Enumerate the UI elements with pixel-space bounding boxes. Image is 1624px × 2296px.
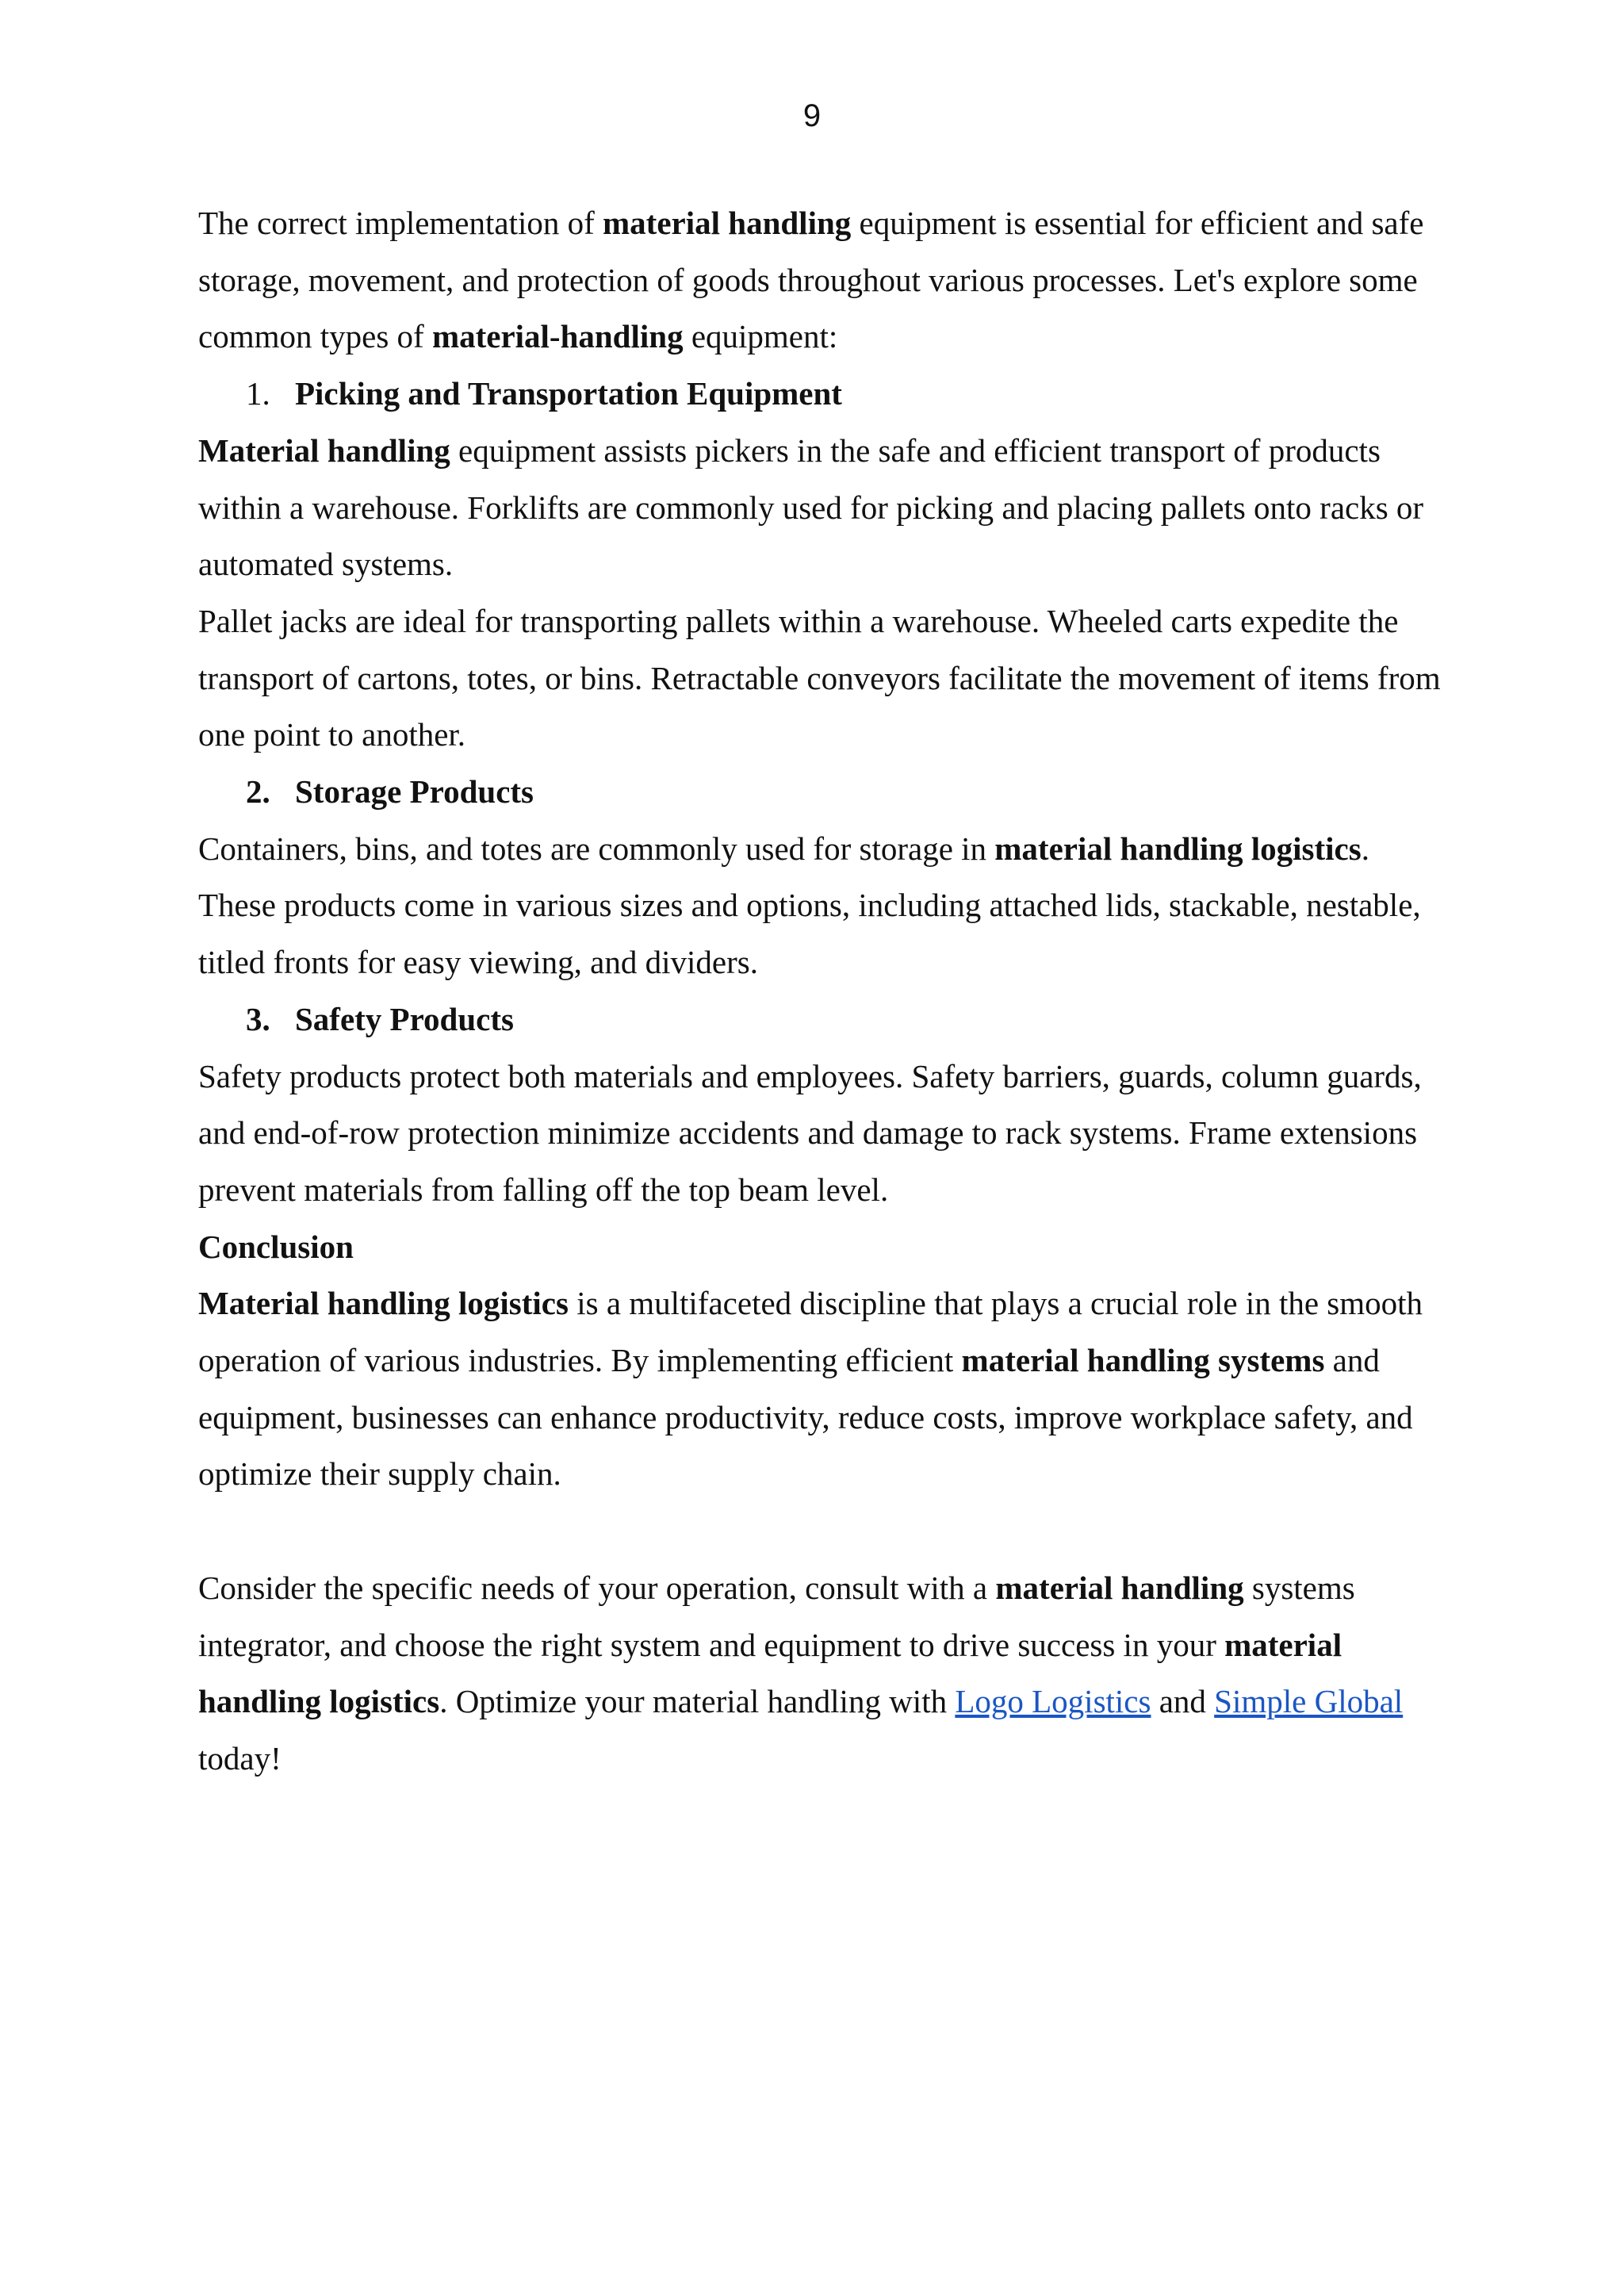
simple-global-link[interactable]: Simple Global — [1214, 1683, 1404, 1720]
bold-term: material handling logistics — [198, 1626, 1342, 1720]
storage-paragraph — [198, 821, 1443, 991]
text-run: equipment assists pickers in the safe and efficient transport of products within a warehouse. Forklifts are commonly used for picking and placing pallets onto racks or automated systems. — [198, 431, 1424, 583]
logo-logistics-link[interactable]: Logo Logistics — [955, 1683, 1151, 1720]
bold-term: Material handling logistics — [198, 1285, 569, 1322]
document-body — [198, 195, 1443, 1788]
conclusion-paragraph — [198, 1275, 1443, 1503]
text-run: is a multifaceted discipline that plays a crucial role in the smooth operation of various industries. By implementing efficient — [198, 1285, 1423, 1379]
text-run: today! — [198, 1739, 282, 1777]
page-number: 9 — [802, 98, 822, 133]
text-run: Containers, bins, and totes are commonly used for storage in — [198, 830, 995, 867]
list-number: 2. — [246, 773, 270, 811]
list-number: 1. — [246, 375, 270, 412]
list-item-safety — [198, 991, 1443, 1048]
safety-paragraph: Safety products protect both materials and employees. Safety barriers, guards, column guards, and end-of-row protection minimize accidents and damage to rack systems. Frame extensions prevent materials from falling off the top beam level. — [198, 1057, 1422, 1208]
list-heading: Storage Products — [295, 773, 534, 811]
text-run: and equipment, businesses can enhance productivity, reduce costs, improve workplace safety, and optimize their supply chain. — [198, 1342, 1413, 1493]
text-run: . These products come in various sizes and options, including attached lids, stackable, nestable, titled fronts for easy viewing, and dividers. — [198, 830, 1421, 981]
blank-line — [198, 1503, 1443, 1560]
list-heading: Safety Products — [295, 1000, 514, 1037]
closing-paragraph — [198, 1560, 1443, 1788]
bold-term: material handling systems — [961, 1342, 1325, 1379]
bold-term: material-handling — [431, 318, 684, 355]
text-run: Consider the specific needs of your operation, consult with a — [198, 1569, 996, 1606]
heading-text: Conclusion — [198, 1228, 354, 1265]
list-number: 3. — [246, 1000, 270, 1037]
text-run: The correct implementation of — [198, 205, 603, 241]
list-heading: Picking and Transportation Equipment — [295, 375, 842, 412]
text-run: equipment: — [683, 318, 838, 355]
bold-term: Material handling — [198, 431, 450, 469]
intro-paragraph — [198, 195, 1443, 366]
bold-term: material handling — [995, 1569, 1244, 1606]
picking-paragraph-2: Pallet jacks are ideal for transporting pallets within a warehouse. Wheeled carts expedite the transport of cartons, totes, or bins. Retractable conveyors facilitate the movement of items from one point to another. — [198, 602, 1441, 753]
list-item-storage — [198, 764, 1443, 821]
bold-term: material handling — [603, 205, 852, 241]
text-run: and — [1151, 1683, 1215, 1720]
list-item-picking — [198, 366, 1443, 423]
text-run: equipment is essential for efficient and safe storage, movement, and protection of goods throughout various processes. Let's explore some common types of — [198, 205, 1424, 355]
conclusion-heading — [198, 1219, 1443, 1276]
picking-paragraph-1 — [198, 423, 1443, 593]
bold-term: material handling logistics — [994, 830, 1362, 867]
text-run: . Optimize your material handling with — [439, 1683, 956, 1720]
text-run: systems integrator, and choose the right system and equipment to drive success in your — [198, 1569, 1355, 1663]
